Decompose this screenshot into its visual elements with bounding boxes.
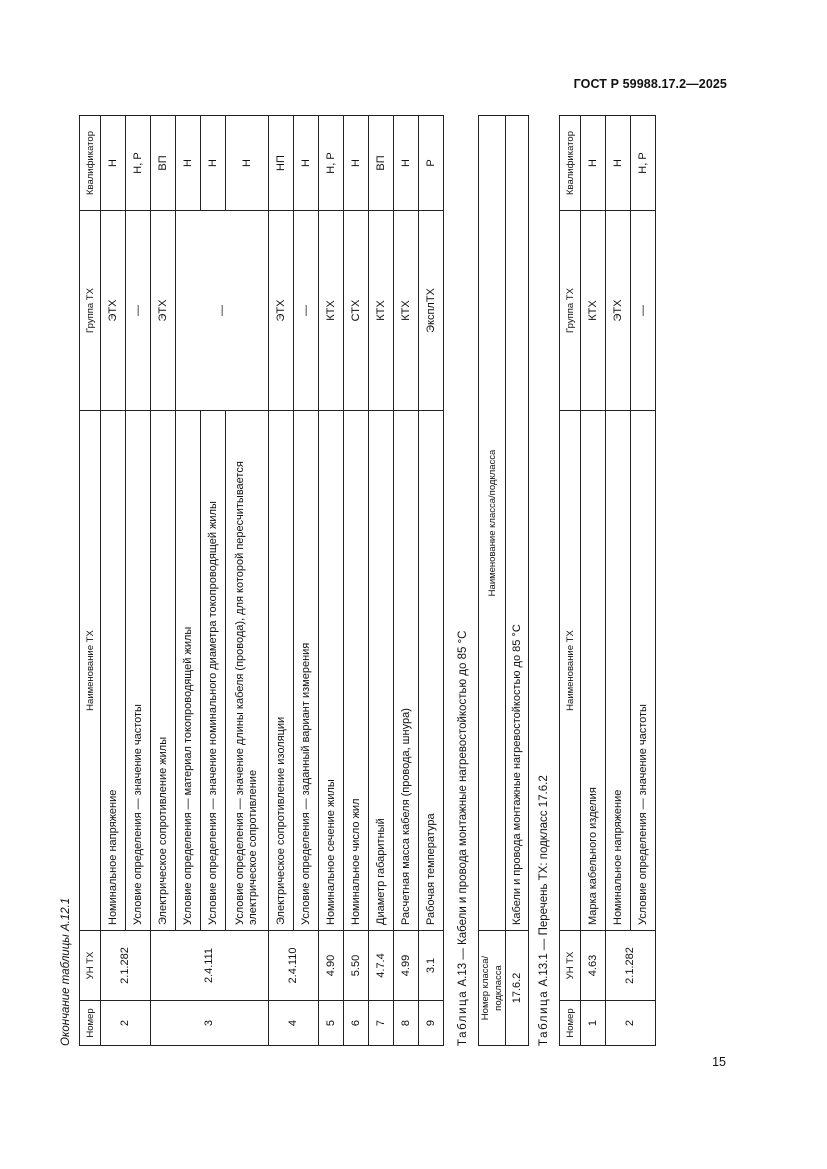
cell-number: 5 <box>319 1001 344 1046</box>
cell-group: — <box>126 211 151 411</box>
cell-number: 6 <box>344 1001 369 1046</box>
col-header-qualifier: Квалификатор <box>80 116 101 211</box>
table3-caption <box>538 775 550 1046</box>
cell-code: 2.1.282 <box>101 931 151 1001</box>
cell-qualifier: Н <box>606 116 631 211</box>
cell-qualifier: ВП <box>369 116 394 211</box>
table-a12-1-end <box>79 115 444 1046</box>
table-row <box>344 116 369 1046</box>
table-row <box>319 116 344 1046</box>
cell-group: ЭТХ <box>151 211 176 411</box>
cell-name: Номинальное сечение жилы <box>319 411 344 931</box>
table-row <box>606 116 631 1046</box>
cell-qualifier: Н <box>581 116 606 211</box>
cell-name: Условие определения — значение частоты <box>631 411 656 931</box>
cell-code: 4.7.4 <box>369 931 394 1001</box>
col-header-class-number: Номер класса/подкласса <box>479 931 506 1046</box>
cell-class-number: 17.6.2 <box>506 931 529 1046</box>
cell-number: 2 <box>101 1001 151 1046</box>
table-a13 <box>478 115 529 1046</box>
cell-number: 4 <box>269 1001 319 1046</box>
col-header-number: Номер <box>560 1001 581 1046</box>
table-row <box>151 116 176 1046</box>
cell-qualifier: Н, Р <box>126 116 151 211</box>
cell-number: 1 <box>581 1001 606 1046</box>
cell-qualifier: Р <box>419 116 444 211</box>
cell-qualifier: Н <box>226 116 269 211</box>
cell-group: СТХ <box>344 211 369 411</box>
cell-name: Электрическое сопротивление изоляции <box>269 411 294 931</box>
col-header-group: Группа ТХ <box>80 211 101 411</box>
cell-name: Условие определения — заданный вариант измерения <box>294 411 319 931</box>
col-header-name: Наименование ТХ <box>560 411 581 931</box>
table-row <box>176 116 201 1046</box>
table2-caption <box>457 631 469 1046</box>
cell-qualifier: Н, Р <box>631 116 656 211</box>
col-header-code: УН ТХ <box>560 931 581 1001</box>
cell-code: 4.90 <box>319 931 344 1001</box>
page-number: 15 <box>712 1055 726 1069</box>
cell-qualifier: Н <box>101 116 126 211</box>
cell-group: ЭТХ <box>606 211 631 411</box>
cell-code: 4.63 <box>581 931 606 1001</box>
col-header-name: Наименование ТХ <box>80 411 101 931</box>
cell-name: Электрическое сопротивление жилы <box>151 411 176 931</box>
cell-number: 9 <box>419 1001 444 1046</box>
cell-name: Номинальное напряжение <box>606 411 631 931</box>
cell-qualifier: Н <box>176 116 201 211</box>
table-header-row <box>560 116 581 1046</box>
col-header-number: Номер <box>80 1001 101 1046</box>
document-number: ГОСТ Р 59988.17.2—2025 <box>573 77 727 91</box>
cell-qualifier: Н <box>294 116 319 211</box>
cell-group: КТХ <box>581 211 606 411</box>
col-header-qualifier: Квалификатор <box>560 116 581 211</box>
cell-group: КТХ <box>394 211 419 411</box>
cell-name: Расчетная масса кабеля (провода, шнура) <box>394 411 419 931</box>
cell-name: Условие определения — значение номинального диаметра токопроводящей жилы <box>201 411 226 931</box>
cell-code: 4.99 <box>394 931 419 1001</box>
table-row <box>369 116 394 1046</box>
cell-number: 3 <box>151 1001 269 1046</box>
table-a13-1 <box>559 115 656 1046</box>
table-header-row <box>80 116 101 1046</box>
cell-name: Рабочая температура <box>419 411 444 931</box>
cell-qualifier: Н, Р <box>319 116 344 211</box>
cell-code: 3.1 <box>419 931 444 1001</box>
table-header-row <box>479 116 506 1046</box>
cell-group: КТХ <box>319 211 344 411</box>
cell-code: 2.4.110 <box>269 931 319 1001</box>
col-header-group: Группа ТХ <box>560 211 581 411</box>
table-row <box>101 116 126 1046</box>
table1-caption: Окончание таблицы А.12.1 <box>60 897 72 1046</box>
table-row <box>506 116 529 1046</box>
cell-group: — <box>176 211 269 411</box>
cell-qualifier: Н <box>201 116 226 211</box>
cell-name: Условие определения — материал токопроводящей жилы <box>176 411 201 931</box>
table3-caption-prefix: Таблица <box>538 989 550 1046</box>
cell-name: Номинальное напряжение <box>101 411 126 931</box>
table3-caption-text: А.13.1 — Перечень ТХ: подкласс 17.6.2 <box>538 775 550 990</box>
cell-qualifier: Н <box>394 116 419 211</box>
cell-group: — <box>294 211 319 411</box>
cell-code: 2.1.282 <box>606 931 656 1001</box>
cell-name: Номинальное число жил <box>344 411 369 931</box>
table-row <box>631 116 656 1046</box>
table-row <box>294 116 319 1046</box>
table2-caption-prefix: Таблица <box>457 989 469 1046</box>
table2-caption-text: А.13 — Кабели и провода монтажные нагревостойкостью до 85 °С <box>457 630 469 990</box>
cell-name: Диаметр габаритный <box>369 411 394 931</box>
cell-group: ЭТХ <box>101 211 126 411</box>
cell-code: 5.50 <box>344 931 369 1001</box>
cell-group: КТХ <box>369 211 394 411</box>
cell-group: ЭксплТХ <box>419 211 444 411</box>
cell-name: Марка кабельного изделия <box>581 411 606 931</box>
cell-group: — <box>631 211 656 411</box>
table-row <box>394 116 419 1046</box>
col-header-code: УН ТХ <box>80 931 101 1001</box>
cell-name: Условие определения — значение частоты <box>126 411 151 931</box>
table-row <box>419 116 444 1046</box>
cell-number: 2 <box>606 1001 656 1046</box>
cell-number: 7 <box>369 1001 394 1046</box>
cell-name: Условие определения — значение длины кабеля (провода), для которой пересчитывается электрическое сопротивление <box>226 411 269 931</box>
cell-class-name: Кабели и провода монтажные нагревостойкостью до 85 °С <box>506 116 529 931</box>
cell-group: ЭТХ <box>269 211 294 411</box>
table-row <box>126 116 151 1046</box>
col-header-class-name: Наименование класса/подкласса <box>479 116 506 931</box>
table-row <box>269 116 294 1046</box>
table-row <box>581 116 606 1046</box>
cell-code: 2.4.111 <box>151 931 269 1001</box>
cell-qualifier: НП <box>269 116 294 211</box>
cell-qualifier: Н <box>344 116 369 211</box>
rotated-landscape-content <box>60 116 662 1046</box>
cell-qualifier: ВП <box>151 116 176 211</box>
cell-number: 8 <box>394 1001 419 1046</box>
